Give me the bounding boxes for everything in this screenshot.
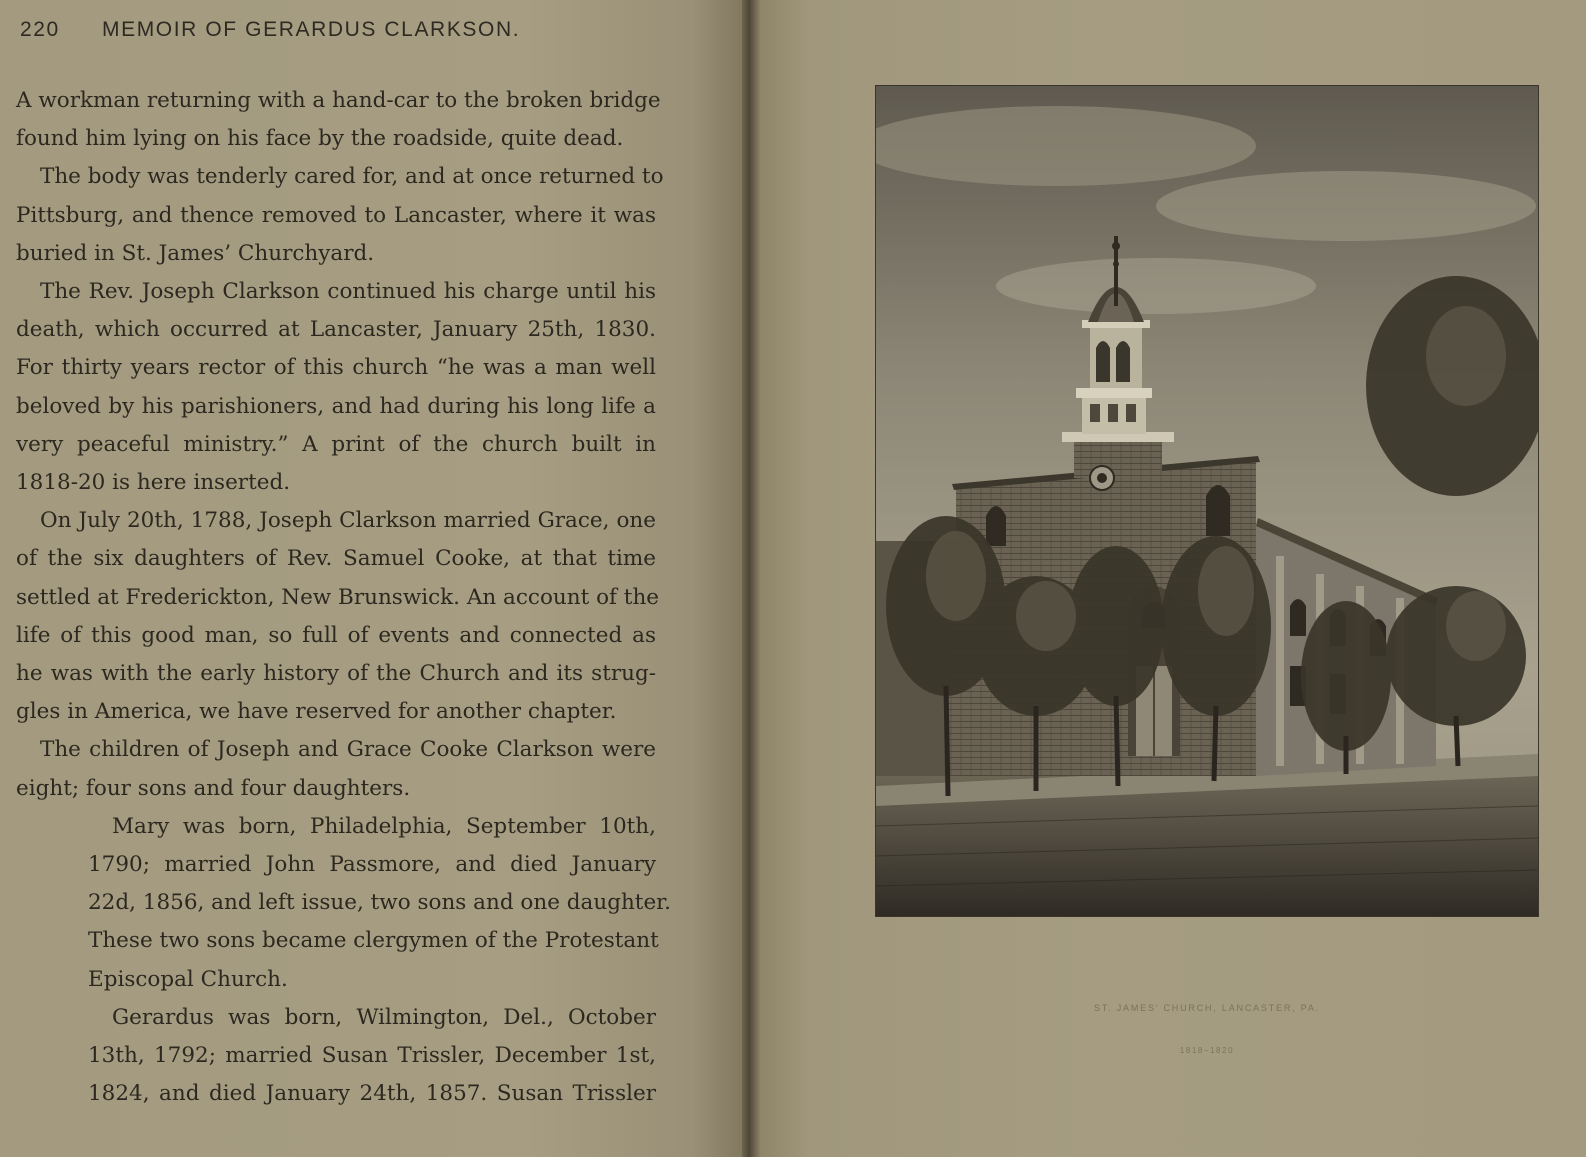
running-head [20,18,660,48]
text-line: found him lying on his face by the roadside, quite dead. [16,126,624,152]
text-line: very peaceful ministry.” A print of the church built in [16,431,656,457]
text-line: Mary was born, Philadelphia, September 10th, [112,813,656,839]
text-line: 1818-20 is here inserted. [16,470,291,496]
text-line: 13th, 1792; married Susan Trissler, December 1st, [88,1043,656,1069]
text-line: he was with the early history of the Church and its strug- [16,661,656,687]
page-number: 220 [20,18,60,41]
text-line: of the six daughters of Rev. Samuel Cooke, at that time [16,546,656,572]
paragraph [16,502,660,731]
text-line: Pittsburg, and thence removed to Lancaster, where it was [16,202,656,228]
text-line: For thirty years rector of this church “he was a man well [16,355,656,381]
text-line: These two sons became clergymen of the Protestant [88,928,659,954]
text-line: A workman returning with a hand-car to the broken bridge [16,88,661,113]
paragraph [16,158,664,273]
text-line: Episcopal Church. [88,966,288,992]
text-line: Gerardus was born, Wilmington, Del., October [112,1004,656,1030]
paragraph [88,808,671,999]
plate-caption: ST. JAMES’ CHURCH, LANCASTER, PA. [1094,1003,1320,1013]
church-illustration [876,86,1538,916]
paragraph [16,273,656,502]
text-line: 1790; married John Passmore, and died January [88,852,656,878]
text-line: On July 20th, 1788, Joseph Clarkson married Grace, one [40,508,656,534]
left-page [0,0,752,1157]
text-line: gles in America, we have reserved for another chapter. [16,699,617,725]
book-gutter [742,0,760,1157]
text-line: buried in St. James’ Churchyard. [16,240,375,266]
text-line: 22d, 1856, and left issue, two sons and one daughter. [88,890,671,916]
text-line: beloved by his parishioners, and had during his long life a [16,393,656,419]
plate-date: 1818–1820 [1179,1046,1235,1055]
paragraph [16,82,661,158]
text-line: 1824, and died January 24th, 1857. Susan Trissler [88,1081,656,1107]
text-line: The children of Joseph and Grace Cooke Clarkson were [40,737,656,763]
text-line: eight; four sons and four daughters. [16,775,411,801]
text-line: The body was tenderly cared for, and at once returned to [40,164,664,190]
text-line: death, which occurred at Lancaster, January 25th, 1830. [16,317,656,343]
text-line: settled at Frederickton, New Brunswick. An account of the [16,584,660,610]
church-engraving [876,86,1538,916]
paragraph [16,731,656,807]
paragraph [88,999,656,1114]
text-line: The Rev. Joseph Clarkson continued his charge until his [40,279,656,305]
running-title: MEMOIR OF GERARDUS CLARKSON. [102,18,521,41]
body-text [16,82,671,1113]
text-line: life of this good man, so full of events and connected as [16,622,656,648]
